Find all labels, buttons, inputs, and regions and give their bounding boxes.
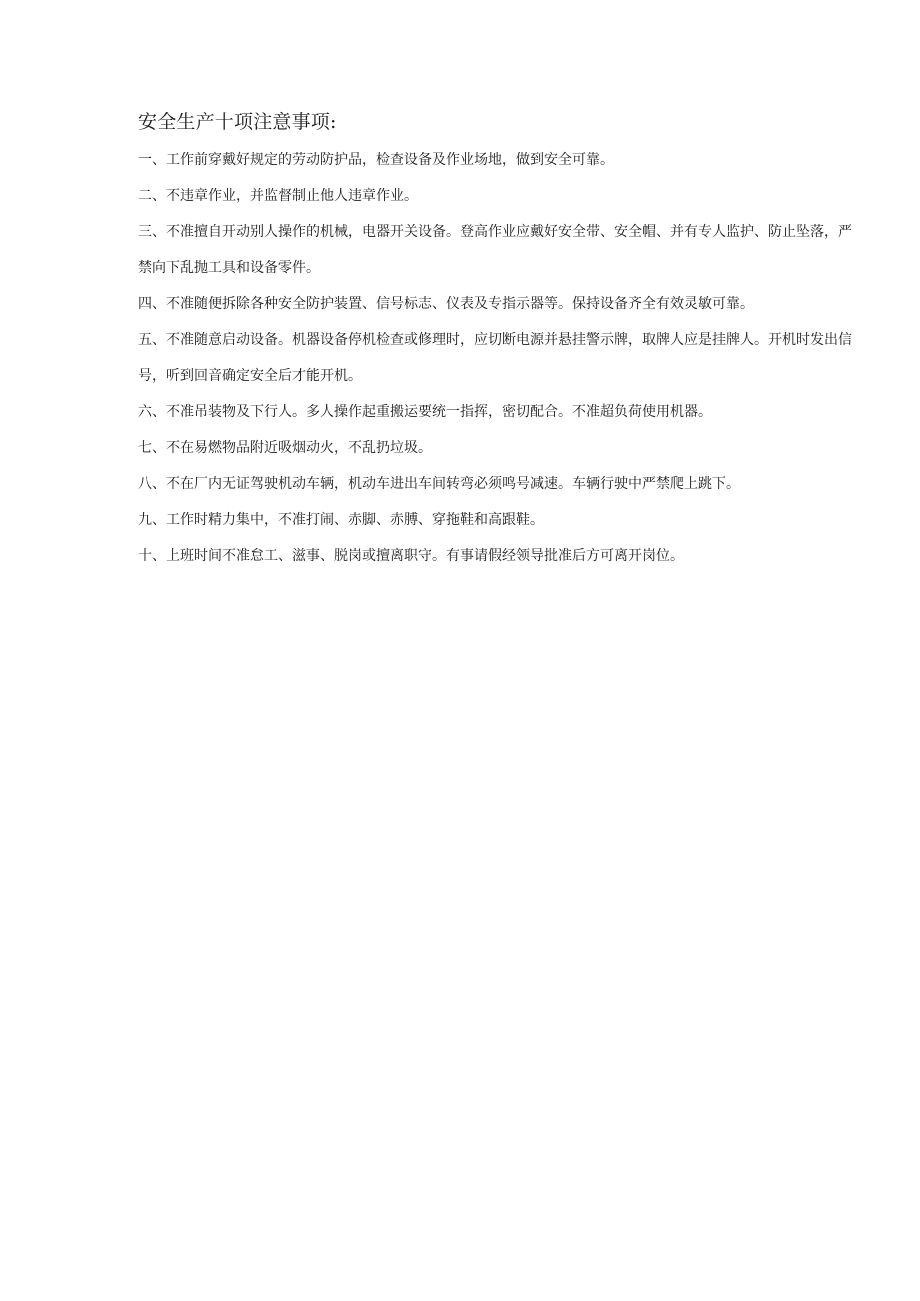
rule-item-9: 九、工作时精力集中，不准打闹、赤脚、赤膊、穿拖鞋和高跟鞋。 (138, 512, 544, 528)
rule-item-4: 四、不准随便拆除各种安全防护装置、信号标志、仪表及专指示器等。保持设备齐全有效灵敏可靠。 (138, 296, 754, 312)
rule-item-1: 一、工作前穿戴好规定的劳动防护品，检查设备及作业场地，做到安全可靠。 (138, 152, 614, 168)
rule-item-5: 五、不准随意启动设备。机器设备停机检查或修理时，应切断电源并悬挂警示牌，取牌人应是挂牌人。开机时发出信号，听到回音确定安全后才能开机。 (138, 332, 852, 384)
rule-item-6: 六、不准吊装物及下行人。多人操作起重搬运要统一指挥，密切配合。不准超负荷使用机器。 (138, 404, 712, 420)
document-body (138, 108, 852, 574)
rule-item-8: 八、不在厂内无证驾驶机动车辆，机动车进出车间转弯必须鸣号减速。车辆行驶中严禁爬上跳下。 (138, 476, 740, 492)
rule-item-10: 十、上班时间不准怠工、滋事、脱岗或擅离职守。有事请假经领导批准后方可离开岗位。 (138, 548, 684, 564)
rule-item-2: 二、不违章作业，并监督制止他人违章作业。 (138, 188, 418, 204)
rule-item-7: 七、不在易燃物品附近吸烟动火，不乱扔垃圾。 (138, 440, 432, 456)
rule-item-3: 三、不准擅自开动别人操作的机械，电器开关设备。登高作业应戴好安全带、安全帽、并有专人监护、防止坠落，严禁向下乱抛工具和设备零件。 (138, 224, 852, 276)
document-title: 安全生产十项注意事项: (138, 111, 337, 133)
